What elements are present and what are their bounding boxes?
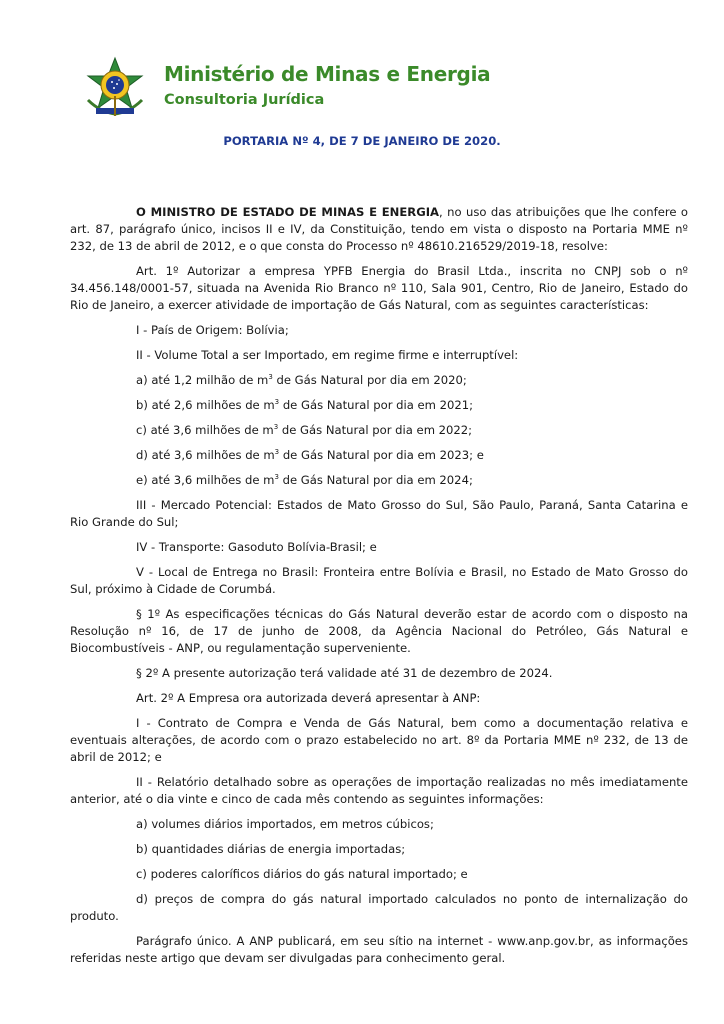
intro-paragraph bbox=[70, 204, 688, 255]
department-name: Consultoria Jurídica bbox=[164, 92, 325, 108]
info-item: a) volumes diários importados, em metros cúbicos; bbox=[136, 817, 434, 831]
art-2-inciso-1: I - Contrato de Compra e Venda de Gás Natural, bem como a documentação relativa e eventuais alterações, de acordo com o prazo estabelecido no art. 8º da Portaria MME nº 232, de 13 de abril de 2012; e bbox=[70, 716, 688, 764]
inciso-1: I - País de Origem: Bolívia; bbox=[136, 323, 289, 337]
volume-item: c) até 3,6 milhões de $m^3$ de Gás Natural por dia em 2022; bbox=[136, 423, 473, 437]
art-1: Art. 1º Autorizar a empresa YPFB Energia do Brasil Ltda., inscrita no CNPJ sob o nº 34.456.148/0001-57, situada na Avenida Rio Branco nº 110, Sala 901, Centro, Rio de Janeiro, Estado do Rio de Janeiro, a exercer atividade de importação de Gás Natural, com as seguintes características: bbox=[70, 264, 688, 312]
volume-item: a) até 1,2 milhão de $m^3$ de Gás Natural por dia em 2020; bbox=[136, 373, 467, 387]
art-2-inciso-2: II - Relatório detalhado sobre as operações de importação realizadas no mês imediatamente anterior, até o dia vinte e cinco de cada mês contendo as seguintes informações: bbox=[70, 775, 688, 806]
sole-paragraph: Parágrafo único. A ANP publicará, em seu sítio na internet - www.anp.gov.br, as informações referidas neste artigo que devam ser divulgadas para conhecimento geral. bbox=[70, 934, 688, 965]
intro-text: , no uso das atribuições que lhe confere o art. 87, parágrafo único, incisos II e IV, da Constituição, tendo em vista o disposto na Portaria MME nº 232, de 13 de abril de 2012, e o que consta do Processo nº 48610.216529/2019-18, resolve: bbox=[70, 205, 688, 253]
info-item: d) preços de compra do gás natural importado calculados no ponto de internalização do produto. bbox=[70, 892, 688, 923]
ministry-name: Ministério de Minas e Energia bbox=[164, 62, 491, 86]
volume-item: d) até 3,6 milhões de $m^3$ de Gás Natural por dia em 2023; e bbox=[136, 448, 484, 462]
intro-bold: O MINISTRO DE ESTADO DE MINAS E ENERGIA bbox=[136, 205, 440, 219]
volume-item: b) até 2,6 milhões de $m^3$ de Gás Natural por dia em 2021; bbox=[136, 398, 474, 412]
info-item: b) quantidades diárias de energia importadas; bbox=[136, 842, 406, 856]
inciso-2: II - Volume Total a ser Importado, em regime firme e interruptível: bbox=[136, 348, 519, 362]
document-body bbox=[70, 204, 688, 975]
coat-of-arms-seal-icon bbox=[80, 56, 150, 118]
inciso-4: IV - Transporte: Gasoduto Bolívia-Brasil; e bbox=[136, 540, 377, 554]
paragraph-1: § 1º As especificações técnicas do Gás Natural deverão estar de acordo com o disposto na Resolução nº 16, de 17 de junho de 2008, da Agência Nacional do Petróleo, Gás Natural e Biocombustíveis - ANP, ou regulamentação superveniente. bbox=[70, 607, 688, 655]
info-item: c) poderes caloríficos diários do gás natural importado; e bbox=[136, 867, 468, 881]
volume-item: e) até 3,6 milhões de $m^3$ de Gás Natural por dia em 2024; bbox=[136, 473, 473, 487]
inciso-3: III - Mercado Potencial: Estados de Mato Grosso do Sul, São Paulo, Paraná, Santa Catarina e Rio Grande do Sul; bbox=[70, 498, 688, 529]
art-2: Art. 2º A Empresa ora autorizada deverá apresentar à ANP: bbox=[136, 691, 481, 705]
paragraph-2: § 2º A presente autorização terá validade até 31 de dezembro de 2024. bbox=[136, 666, 553, 680]
document-header bbox=[80, 52, 700, 116]
inciso-5: V - Local de Entrega no Brasil: Fronteira entre Bolívia e Brasil, no Estado de Mato Grosso do Sul, próximo à Cidade de Corumbá. bbox=[70, 565, 688, 596]
document-title: PORTARIA Nº 4, DE 7 DE JANEIRO DE 2020. bbox=[223, 134, 501, 148]
